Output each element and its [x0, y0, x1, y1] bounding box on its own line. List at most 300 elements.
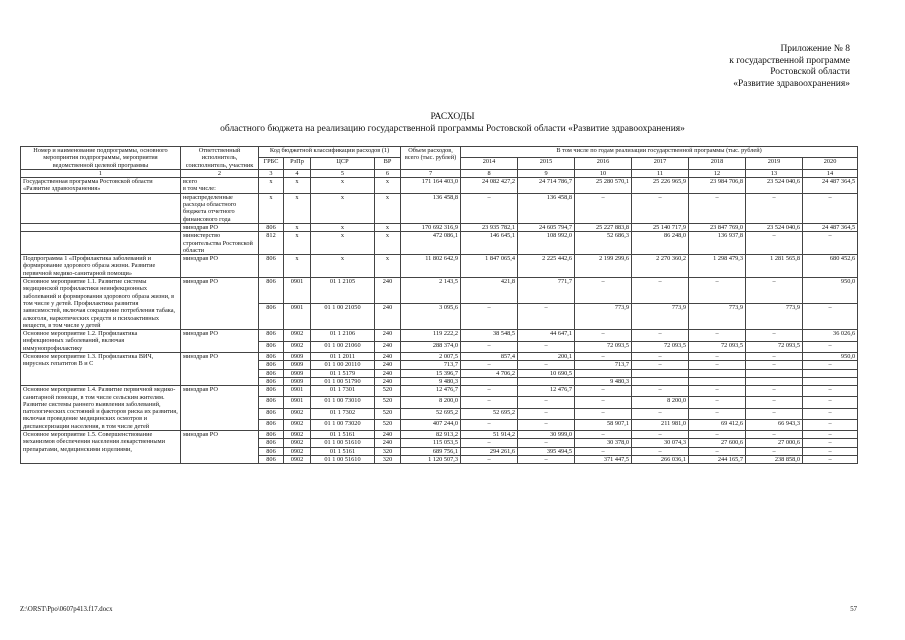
row-total: 2 007,5: [401, 353, 461, 361]
row-year-value: –: [803, 439, 858, 447]
row-year-value: 238 858,0: [746, 455, 803, 463]
row-year-value: –: [803, 361, 858, 369]
row-year-value: –: [803, 455, 858, 463]
row-year-value: –: [689, 408, 746, 419]
row-responsible: минздрав РО: [181, 330, 259, 353]
row-csr: 01 1 00 51610: [311, 455, 375, 463]
row-total: 3 095,6: [401, 304, 461, 330]
row-year-value: 773,9: [575, 304, 632, 330]
column-number: 10: [575, 169, 632, 177]
row-year-value: –: [803, 193, 858, 223]
row-grbs: 806: [259, 397, 284, 408]
row-csr: 01 1 2106: [311, 330, 375, 341]
row-vr: 240: [375, 361, 401, 369]
row-year-value: 773,9: [689, 304, 746, 330]
row-year-value: –: [575, 397, 632, 408]
row-year-value: –: [518, 304, 575, 330]
row-year-value: –: [746, 353, 803, 361]
row-year-value: 30 378,0: [575, 439, 632, 447]
row-csr: 01 1 00 21060: [311, 341, 375, 352]
row-year-value: 27 600,6: [689, 439, 746, 447]
table-row: [21, 255, 858, 278]
row-vr: 520: [375, 419, 401, 430]
row-total: 407 244,0: [401, 419, 461, 430]
row-year-value: –: [632, 430, 689, 438]
row-year-value: 25 226 965,9: [632, 178, 689, 194]
row-year-value: 244 165,7: [689, 455, 746, 463]
row-rzpr: 0901: [284, 397, 311, 408]
row-name: Основное мероприятие 1.4. Развитие первичной медико-санитарной помощи, в том числе сельским жителям. Развитие системы раннего выявления заболеваний, патологических состояний и факторов риска их развития, включая проведение медицинских осмотров и диспансеризации населения, в том числе детей: [21, 386, 181, 431]
row-year-value: –: [461, 397, 518, 408]
row-year-value: 680 452,6: [803, 255, 858, 278]
row-responsible: минздрав РО: [181, 386, 259, 431]
row-year-value: –: [461, 386, 518, 397]
row-year-value: –: [461, 439, 518, 447]
appendix-line-2: к государственной программе: [729, 55, 850, 66]
row-grbs: 806: [259, 361, 284, 369]
row-vr: 240: [375, 439, 401, 447]
row-rzpr: 0902: [284, 330, 311, 341]
row-year-value: –: [575, 330, 632, 341]
column-number: 4: [284, 169, 311, 177]
table-body: [21, 169, 858, 463]
row-name: Основное мероприятие 1.3. Профилактика ВИЧ, вирусных гепатитов В и С: [21, 353, 181, 386]
row-year-value: 950,0: [803, 278, 858, 304]
header-year: 2016: [575, 158, 632, 169]
row-year-value: –: [689, 430, 746, 438]
row-total: 8 200,0: [401, 397, 461, 408]
row-vr: 320: [375, 447, 401, 455]
row-year-value: 44 647,1: [518, 330, 575, 341]
row-year-value: –: [689, 386, 746, 397]
column-number: 11: [632, 169, 689, 177]
row-year-value: 713,7: [575, 361, 632, 369]
row-total: 12 476,7: [401, 386, 461, 397]
appendix-line-4: «Развитие здравоохранения»: [733, 78, 850, 89]
row-year-value: 8 200,0: [632, 397, 689, 408]
row-year-value: –: [461, 455, 518, 463]
row-csr: 01 1 00 21050: [311, 304, 375, 330]
row-grbs: 806: [259, 386, 284, 397]
table-row: [21, 386, 858, 397]
row-csr: 01 1 7302: [311, 408, 375, 419]
row-year-value: –: [575, 353, 632, 361]
row-year-value: –: [575, 430, 632, 438]
row-year-value: –: [632, 330, 689, 341]
row-year-value: –: [518, 341, 575, 352]
row-responsible: минздрав РО: [181, 223, 259, 231]
row-total: 9 480,3: [401, 377, 461, 385]
row-year-value: –: [575, 447, 632, 455]
row-year-value: [689, 377, 746, 385]
row-year-value: 2 270 360,2: [632, 255, 689, 278]
row-grbs: 812: [259, 232, 284, 255]
row-year-value: 23 847 769,0: [689, 223, 746, 231]
row-vr: 240: [375, 353, 401, 361]
row-name: [21, 193, 181, 223]
row-rzpr: 0902: [284, 447, 311, 455]
column-number: 5: [311, 169, 375, 177]
table-row: [21, 193, 858, 223]
row-year-value: 1 847 065,4: [461, 255, 518, 278]
row-year-value: –: [575, 408, 632, 419]
row-rzpr: 0902: [284, 430, 311, 438]
header-grbs: ГРБС: [259, 158, 284, 169]
row-csr: 01 1 00 73020: [311, 419, 375, 430]
row-responsible: министерство строительства Ростовской области: [181, 232, 259, 255]
row-year-value: –: [746, 430, 803, 438]
row-year-value: 23 935 782,1: [461, 223, 518, 231]
table-row: [21, 278, 858, 304]
table-row: [21, 232, 858, 255]
page-number: 57: [850, 606, 857, 613]
row-year-value: –: [746, 397, 803, 408]
column-number: 12: [689, 169, 746, 177]
row-year-value: 108 992,0: [518, 232, 575, 255]
appendix-line-1: Приложение № 8: [780, 44, 850, 54]
row-year-value: –: [746, 408, 803, 419]
row-name: Государственная программа Ростовской области «Развитие здравоохранения»: [21, 178, 181, 194]
row-vr: x: [375, 193, 401, 223]
row-year-value: [632, 377, 689, 385]
header-year: 2017: [632, 158, 689, 169]
row-csr: x: [311, 223, 375, 231]
row-year-value: –: [746, 361, 803, 369]
row-csr: 01 1 5179: [311, 369, 375, 377]
row-rzpr: 0909: [284, 369, 311, 377]
row-year-value: 24 714 786,7: [518, 178, 575, 194]
row-grbs: 806: [259, 408, 284, 419]
row-year-value: –: [803, 447, 858, 455]
row-grbs: 806: [259, 447, 284, 455]
row-grbs: x: [259, 193, 284, 223]
row-csr: 01 1 5161: [311, 447, 375, 455]
row-year-value: 771,7: [518, 278, 575, 304]
row-total: 472 086,1: [401, 232, 461, 255]
row-responsible: минздрав РО: [181, 278, 259, 330]
row-year-value: –: [632, 408, 689, 419]
row-grbs: 806: [259, 439, 284, 447]
row-rzpr: x: [284, 193, 311, 223]
row-vr: 240: [375, 430, 401, 438]
row-year-value: 86 248,0: [632, 232, 689, 255]
row-year-value: –: [689, 353, 746, 361]
row-total: 689 756,1: [401, 447, 461, 455]
row-total: 136 458,8: [401, 193, 461, 223]
row-year-value: –: [461, 193, 518, 223]
header-volume: Объем расходов, всего (тыс. рублей): [401, 147, 461, 170]
header-vr: ВР: [375, 158, 401, 169]
header-rzpr: РзПр: [284, 158, 311, 169]
row-grbs: 806: [259, 341, 284, 352]
row-year-value: –: [632, 361, 689, 369]
appendix-line-3: Ростовской области: [770, 67, 850, 77]
row-vr: 520: [375, 408, 401, 419]
row-rzpr: 0902: [284, 455, 311, 463]
row-year-value: –: [689, 278, 746, 304]
row-name: [21, 232, 181, 255]
row-year-value: –: [803, 304, 858, 330]
row-vr: 240: [375, 330, 401, 341]
row-year-value: 294 261,6: [461, 447, 518, 455]
row-year-value: [746, 369, 803, 377]
row-grbs: 806: [259, 455, 284, 463]
row-year-value: –: [803, 386, 858, 397]
row-year-value: 371 447,5: [575, 455, 632, 463]
column-numbers-row: [21, 169, 858, 177]
column-number: 9: [518, 169, 575, 177]
row-vr: 240: [375, 278, 401, 304]
row-csr: 01 1 7301: [311, 386, 375, 397]
row-year-value: 25 140 717,9: [632, 223, 689, 231]
row-year-value: 72 093,5: [689, 341, 746, 352]
row-csr: 01 1 00 20110: [311, 361, 375, 369]
table-row: [21, 330, 858, 341]
row-year-value: 1 298 479,3: [689, 255, 746, 278]
row-year-value: [746, 377, 803, 385]
row-year-value: 72 093,5: [746, 341, 803, 352]
header-responsible: Ответственный исполнитель, соисполнитель, участник: [181, 147, 259, 170]
row-total: 11 802 642,9: [401, 255, 461, 278]
row-total: 15 396,7: [401, 369, 461, 377]
row-vr: 240: [375, 304, 401, 330]
header-code-group: Код бюджетной классификации расходов (1): [259, 147, 401, 158]
table-row: [21, 178, 858, 194]
table-row: [21, 353, 858, 361]
row-total: 115 053,5: [401, 439, 461, 447]
column-number: 6: [375, 169, 401, 177]
row-year-value: –: [518, 419, 575, 430]
column-number: 13: [746, 169, 803, 177]
row-responsible: нераспределенные расходы областного бюджета отчетного финансового года: [181, 193, 259, 223]
row-year-value: 136 937,8: [689, 232, 746, 255]
row-year-value: 2 199 299,6: [575, 255, 632, 278]
row-rzpr: x: [284, 255, 311, 278]
row-vr: 520: [375, 397, 401, 408]
row-year-value: –: [689, 361, 746, 369]
row-total: 52 695,2: [401, 408, 461, 419]
row-total: 170 692 316,9: [401, 223, 461, 231]
row-year-value: 38 548,5: [461, 330, 518, 341]
row-csr: x: [311, 232, 375, 255]
row-total: 1 120 507,3: [401, 455, 461, 463]
row-year-value: 66 943,3: [746, 419, 803, 430]
row-year-value: 72 093,5: [632, 341, 689, 352]
row-csr: 01 1 2105: [311, 278, 375, 304]
row-name: [21, 223, 181, 231]
row-grbs: 806: [259, 223, 284, 231]
row-csr: 01 1 00 73010: [311, 397, 375, 408]
header-year: 2020: [803, 158, 858, 169]
row-year-value: –: [632, 447, 689, 455]
row-vr: 240: [375, 341, 401, 352]
row-rzpr: 0902: [284, 419, 311, 430]
row-year-value: –: [689, 330, 746, 341]
header-year: 2015: [518, 158, 575, 169]
row-year-value: –: [575, 193, 632, 223]
row-total: 171 164 403,0: [401, 178, 461, 194]
row-year-value: 30 074,3: [632, 439, 689, 447]
row-rzpr: 0902: [284, 439, 311, 447]
row-year-value: –: [803, 430, 858, 438]
row-responsible: всего в том числе:: [181, 178, 259, 194]
header-csr: ЦСР: [311, 158, 375, 169]
row-grbs: 806: [259, 419, 284, 430]
column-number: 8: [461, 169, 518, 177]
header-name: Номер и наименование подпрограммы, основного мероприятия подпрограммы, мероприятия ведомственной целевой программы: [21, 147, 181, 170]
table-row: [21, 430, 858, 438]
row-year-value: 23 524 040,6: [746, 223, 803, 231]
row-vr: x: [375, 178, 401, 194]
row-year-value: 950,0: [803, 353, 858, 361]
row-year-value: 4 706,2: [461, 369, 518, 377]
row-rzpr: 0909: [284, 353, 311, 361]
row-year-value: –: [746, 447, 803, 455]
row-rzpr: 0901: [284, 304, 311, 330]
appendix-block: [640, 44, 850, 90]
row-grbs: 806: [259, 255, 284, 278]
row-year-value: –: [689, 447, 746, 455]
row-rzpr: 0902: [284, 341, 311, 352]
row-rzpr: 0901: [284, 278, 311, 304]
row-year-value: 23 524 040,6: [746, 178, 803, 194]
row-grbs: 806: [259, 353, 284, 361]
row-csr: x: [311, 178, 375, 194]
row-year-value: –: [803, 397, 858, 408]
row-year-value: [632, 369, 689, 377]
row-year-value: 211 981,0: [632, 419, 689, 430]
row-year-value: –: [803, 419, 858, 430]
row-year-value: –: [518, 455, 575, 463]
row-vr: x: [375, 232, 401, 255]
row-grbs: 806: [259, 369, 284, 377]
row-year-value: 24 487 364,5: [803, 178, 858, 194]
row-year-value: –: [689, 397, 746, 408]
header-row-1: [21, 147, 858, 158]
row-year-value: –: [518, 397, 575, 408]
row-name: Основное мероприятие 1.5. Совершенствование механизмов обеспечения населения лекарственными препаратами, медицинскими изделиями,: [21, 430, 181, 463]
document-subtitle: областного бюджета на реализацию государственной программы Ростовской области «Развитие здравоохранения»: [220, 124, 685, 134]
row-rzpr: x: [284, 232, 311, 255]
row-year-value: –: [803, 232, 858, 255]
row-vr: 240: [375, 377, 401, 385]
row-responsible: минздрав РО: [181, 255, 259, 278]
row-vr: 520: [375, 386, 401, 397]
row-year-value: –: [518, 408, 575, 419]
row-grbs: 806: [259, 430, 284, 438]
row-year-value: –: [746, 330, 803, 341]
row-year-value: –: [746, 278, 803, 304]
row-csr: x: [311, 193, 375, 223]
row-year-value: –: [461, 341, 518, 352]
row-year-value: 10 690,5: [518, 369, 575, 377]
row-year-value: 23 984 706,8: [689, 178, 746, 194]
row-vr: 320: [375, 455, 401, 463]
row-year-value: 857,4: [461, 353, 518, 361]
row-year-value: 25 280 570,1: [575, 178, 632, 194]
row-year-value: 266 036,1: [632, 455, 689, 463]
row-year-value: –: [575, 278, 632, 304]
row-total: 119 222,2: [401, 330, 461, 341]
row-grbs: 806: [259, 278, 284, 304]
row-year-value: 51 914,2: [461, 430, 518, 438]
row-year-value: 24 487 364,5: [803, 223, 858, 231]
row-total: 82 913,2: [401, 430, 461, 438]
header-years-group: В том числе по годам реализации государственной программы (тыс. рублей): [461, 147, 858, 158]
row-year-value: 421,8: [461, 278, 518, 304]
row-year-value: 69 412,6: [689, 419, 746, 430]
row-year-value: [575, 369, 632, 377]
row-year-value: 24 082 427,2: [461, 178, 518, 194]
row-year-value: –: [803, 341, 858, 352]
row-year-value: 1 281 565,8: [746, 255, 803, 278]
column-number: 2: [181, 169, 259, 177]
expenses-table: [20, 146, 858, 464]
row-year-value: –: [575, 386, 632, 397]
row-csr: 01 1 5161: [311, 430, 375, 438]
row-year-value: 395 494,5: [518, 447, 575, 455]
row-year-value: 200,1: [518, 353, 575, 361]
table-row: [21, 223, 858, 231]
row-csr: x: [311, 255, 375, 278]
row-year-value: 9 480,3: [575, 377, 632, 385]
row-year-value: [461, 377, 518, 385]
row-vr: x: [375, 223, 401, 231]
row-grbs: x: [259, 178, 284, 194]
row-grbs: 806: [259, 377, 284, 385]
row-year-value: –: [632, 353, 689, 361]
row-grbs: 806: [259, 304, 284, 330]
row-year-value: 25 227 883,8: [575, 223, 632, 231]
row-year-value: –: [461, 304, 518, 330]
row-year-value: –: [746, 386, 803, 397]
row-grbs: 806: [259, 330, 284, 341]
row-total: 288 374,0: [401, 341, 461, 352]
row-year-value: –: [461, 419, 518, 430]
row-year-value: 36 026,6: [803, 330, 858, 341]
row-rzpr: x: [284, 223, 311, 231]
column-number: 14: [803, 169, 858, 177]
row-vr: 240: [375, 369, 401, 377]
row-year-value: 58 907,1: [575, 419, 632, 430]
row-csr: 01 1 00 51790: [311, 377, 375, 385]
row-csr: 01 1 2011: [311, 353, 375, 361]
row-rzpr: 0909: [284, 377, 311, 385]
row-year-value: –: [746, 193, 803, 223]
row-year-value: 30 999,0: [518, 430, 575, 438]
document-title: РАСХОДЫ: [430, 112, 475, 122]
row-year-value: 773,9: [746, 304, 803, 330]
row-year-value: 136 458,8: [518, 193, 575, 223]
row-year-value: 24 605 794,7: [518, 223, 575, 231]
row-year-value: [803, 369, 858, 377]
row-name: Основное мероприятие 1.2. Профилактика инфекционных заболеваний, включая иммунопрофилактику: [21, 330, 181, 353]
row-responsible: минздрав РО: [181, 430, 259, 463]
row-year-value: 146 645,1: [461, 232, 518, 255]
row-year-value: [518, 377, 575, 385]
row-name: Подпрограмма 1 «Профилактика заболеваний и формирование здорового образа жизни. Развитие первичной медико-санитарной помощи»: [21, 255, 181, 278]
row-year-value: [803, 377, 858, 385]
row-responsible: минздрав РО: [181, 353, 259, 386]
column-number: 1: [21, 169, 181, 177]
row-year-value: –: [632, 278, 689, 304]
row-year-value: 27 000,6: [746, 439, 803, 447]
header-year: 2019: [746, 158, 803, 169]
row-year-value: 2 225 442,6: [518, 255, 575, 278]
row-year-value: 72 093,5: [575, 341, 632, 352]
row-year-value: 773,9: [632, 304, 689, 330]
row-name: Основное мероприятие 1.1. Развитие системы медицинской профилактики неинфекционных заболеваний и формирования здорового образа жизни, в том числе у детей. Профилактика развития зависимостей, включая сокращение потребления табака, алкоголя, наркотических средств и психоактивных веществ, в том числе у детей: [21, 278, 181, 330]
